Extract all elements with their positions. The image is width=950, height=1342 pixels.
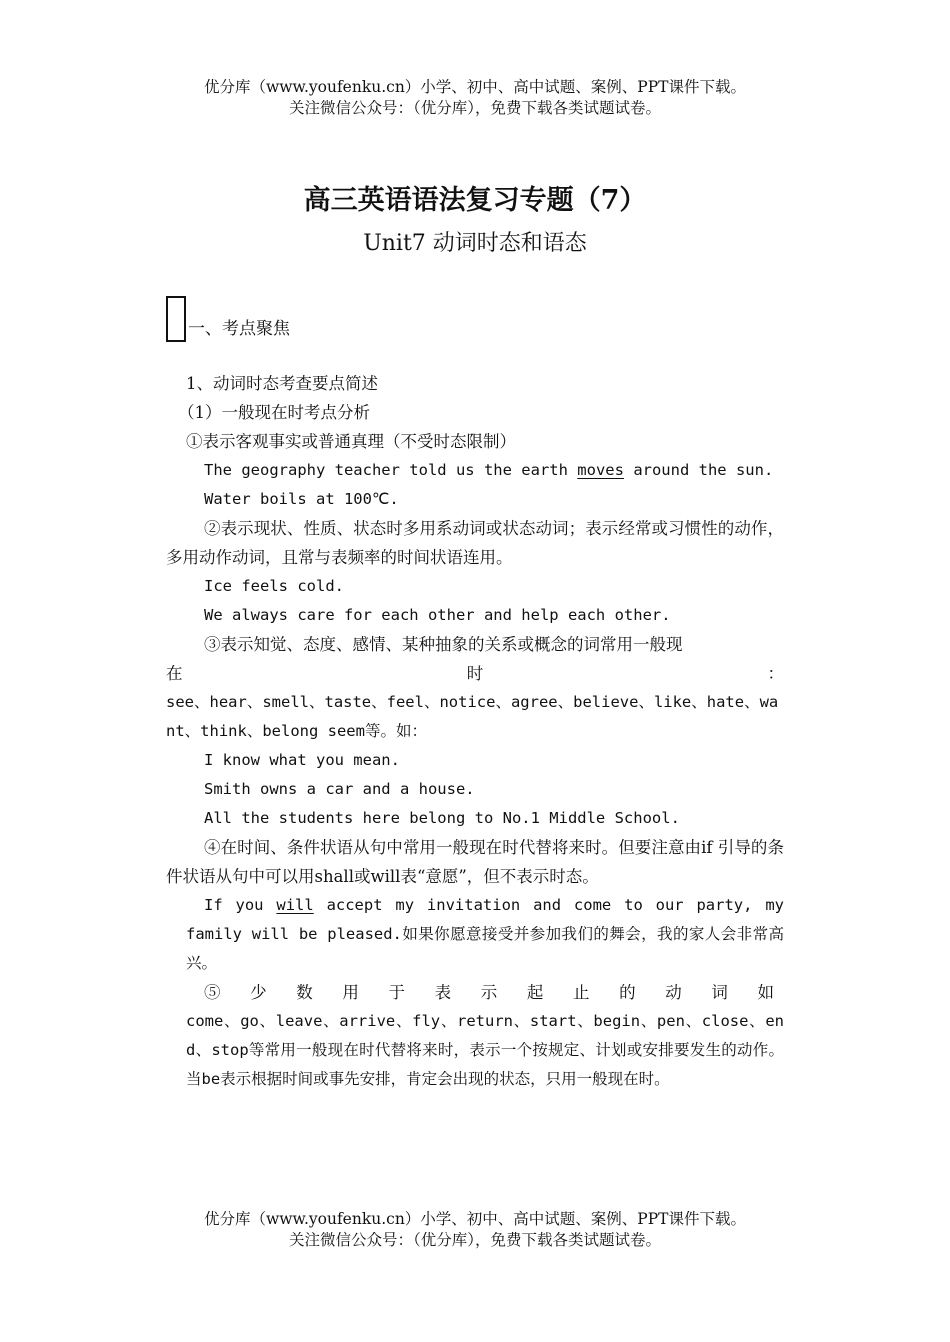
example-8-underlined: will bbox=[276, 896, 314, 914]
example-8-text-a: If you bbox=[204, 896, 264, 914]
example-1 bbox=[166, 456, 784, 485]
example-5: I know what you mean. bbox=[204, 751, 400, 769]
page-footer bbox=[0, 1209, 950, 1251]
rule-1: ①表示客观事实或普通真理（不受时态限制） bbox=[186, 432, 516, 451]
document-body bbox=[166, 369, 784, 1094]
example-7: All the students here belong to No.1 Middle School. bbox=[204, 809, 680, 827]
rule-3-word-2: 时 bbox=[466, 664, 484, 683]
rule-4: ④在时间、条件状语从句中常用一般现在时代替将来时。但要注意由if 引导的条件状语从句中可以用shall或will表“意愿”，但不表示时态。 bbox=[166, 838, 784, 886]
rule-3-line-1: ③表示知觉、态度、感情、某种抽象的关系或概念的词常用一般现 bbox=[204, 635, 683, 654]
example-1-text-b: around the sun. bbox=[633, 461, 774, 479]
rule-3-colon: ： bbox=[767, 664, 784, 683]
example-1-underlined: moves bbox=[577, 461, 624, 479]
header-line-1: 优分库（www.youfenku.cn）小学、初中、高中试题、案例、PPT课件下载。 bbox=[203, 78, 747, 96]
example-8 bbox=[166, 891, 784, 978]
point-heading: 1、动词时态考查要点简述 bbox=[186, 374, 378, 393]
document-subtitle: Unit7 动词时态和语态 bbox=[363, 231, 587, 256]
example-3: Ice feels cold. bbox=[204, 577, 344, 595]
example-2: Water boils at 100℃. bbox=[204, 490, 399, 508]
example-6: Smith owns a car and a house. bbox=[204, 780, 475, 798]
example-8-text-b: accept my invitation and come to our party, my family will be pleased.如果你愿意接受并参加我们的舞会，我的家人会非常高兴。 bbox=[186, 896, 784, 972]
page-header bbox=[0, 77, 950, 119]
section-heading bbox=[166, 296, 290, 342]
footer-line-2: 关注微信公众号：（优分库），免费下载各类试题试卷。 bbox=[288, 1231, 661, 1249]
rule-3-word-1: 在 bbox=[166, 664, 183, 683]
rule-5-body: come、go、leave、arrive、fly、return、start、begin、pen、close、end、stop等常用一般现在时代替将来时，表示一个按规定、计划或安排要发生的动作。当be表示根据时间或事先安排，肯定会出现的状态，只用一般现在时。 bbox=[186, 1012, 784, 1088]
placeholder-box-icon bbox=[166, 296, 186, 342]
example-1-text-a: The geography teacher told us the earth bbox=[204, 461, 568, 479]
footer-line-1: 优分库（www.youfenku.cn）小学、初中、高中试题、案例、PPT课件下载。 bbox=[203, 1210, 747, 1228]
rule-2: ②表示现状、性质、状态时多用系动词或状态动词；表示经常或习惯性的动作，多用动作动词，且常与表频率的时间状语连用。 bbox=[166, 519, 784, 567]
rule-5-line-1: ⑤少数用于表示起止的动词如 bbox=[204, 983, 784, 1002]
example-4: We always care for each other and help each other. bbox=[204, 606, 671, 624]
document-title: 高三英语语法复习专题（7） bbox=[303, 185, 647, 216]
header-line-2: 关注微信公众号：（优分库），免费下载各类试题试卷。 bbox=[288, 99, 661, 117]
rule-3-line-2 bbox=[166, 659, 784, 688]
rule-3-verb-list: see、hear、smell、taste、feel、notice、agree、believe、like、hate、want、think、belong seem等。如： bbox=[166, 693, 779, 740]
subpoint-heading: （1）一般现在时考点分析 bbox=[178, 403, 370, 422]
section-heading-text: 一、考点聚焦 bbox=[188, 319, 290, 339]
